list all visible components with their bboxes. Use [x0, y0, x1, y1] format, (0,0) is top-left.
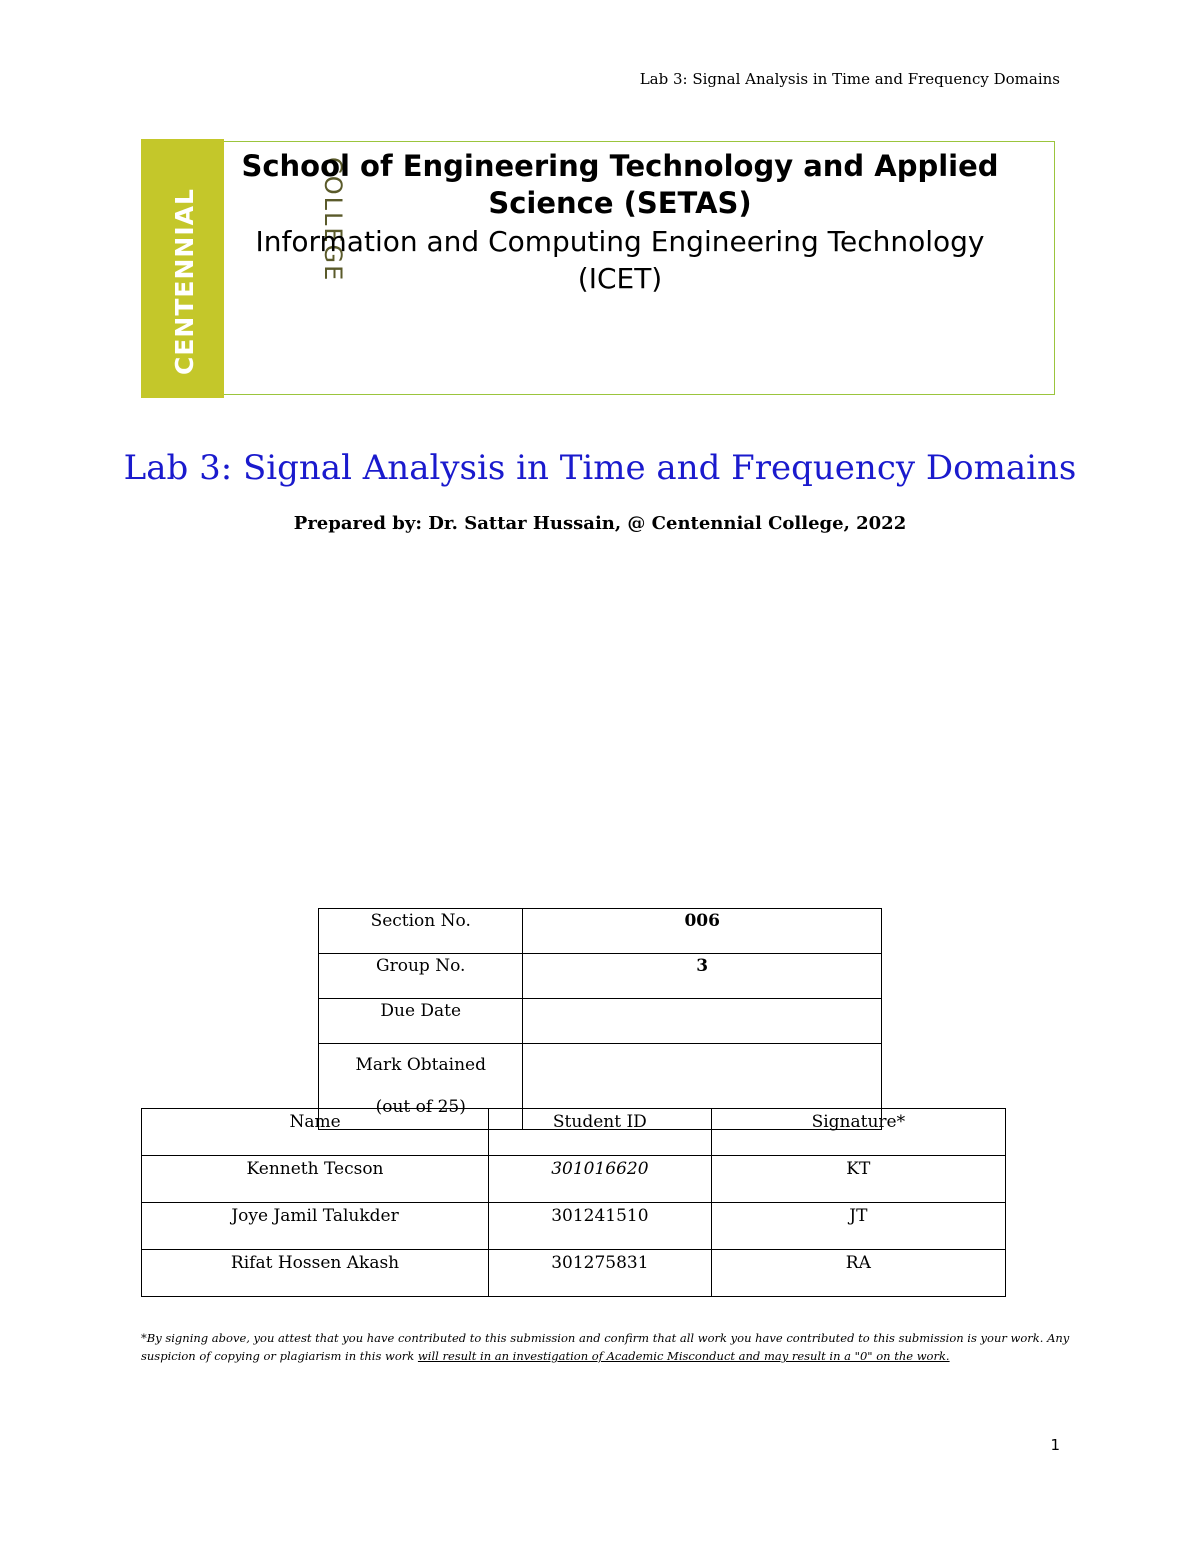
table-row — [319, 954, 882, 999]
member-student-id: 301241510 — [489, 1203, 712, 1250]
member-name: Rifat Hossen Akash — [142, 1250, 489, 1297]
program-name-line1: Information and Computing Engineering Technology — [255, 225, 985, 258]
member-name: Kenneth Tecson — [142, 1156, 489, 1203]
table-header-row — [142, 1109, 1006, 1156]
group-members-table — [141, 1108, 1006, 1297]
school-name-line1: School of Engineering Technology and Applied — [241, 149, 999, 183]
program-name — [200, 223, 1040, 297]
prepared-by: Prepared by: Dr. Sattar Hussain, @ Centennial College, 2022 — [293, 513, 907, 534]
school-name — [200, 148, 1040, 222]
footnote-text: *By signing above, you attest that you have contributed to this submission and confirm that all work you have contributed to this submission is your work. Any suspicion of copying or plagiarism in this work — [141, 1331, 1070, 1363]
header-student-id: Student ID — [489, 1109, 712, 1156]
header-signature: Signature* — [711, 1109, 1005, 1156]
table-row — [142, 1250, 1006, 1297]
footnote-underlined-text: will result in an investigation of Academic Misconduct and may result in a "0" on the work. — [417, 1349, 950, 1363]
due-date-label: Due Date — [319, 999, 523, 1044]
group-label: Group No. — [319, 954, 523, 999]
school-name-line2: Science (SETAS) — [488, 186, 752, 220]
member-signature: RA — [711, 1250, 1005, 1297]
member-signature: KT — [711, 1156, 1005, 1203]
page-number: 1 — [1050, 1436, 1060, 1454]
due-date-value — [523, 999, 882, 1044]
logo-wordmark-college: COLLEGE — [319, 157, 347, 283]
section-value: 006 — [523, 909, 882, 954]
attestation-footnote — [141, 1329, 1109, 1365]
table-row — [142, 1156, 1006, 1203]
group-value: 3 — [523, 954, 882, 999]
mark-label-line2: (out of 25) — [375, 1097, 466, 1117]
table-row — [319, 909, 882, 954]
table-row — [319, 999, 882, 1044]
lab-title: Lab 3: Signal Analysis in Time and Frequency Domains — [123, 448, 1077, 488]
member-name: Joye Jamil Talukder — [142, 1203, 489, 1250]
lab-info-table — [318, 908, 882, 1130]
logo-wordmark-centennial: CENTENNIAL — [170, 188, 199, 375]
table-row — [142, 1203, 1006, 1250]
member-student-id: 301016620 — [489, 1156, 712, 1203]
member-signature: JT — [711, 1203, 1005, 1250]
banner-heading — [200, 148, 1040, 297]
section-label: Section No. — [319, 909, 523, 954]
program-name-line2: (ICET) — [577, 262, 663, 295]
member-student-id: 301275831 — [489, 1250, 712, 1297]
mark-label-line1: Mark Obtained — [355, 1055, 486, 1075]
running-header: Lab 3: Signal Analysis in Time and Frequency Domains — [639, 70, 1060, 88]
header-name: Name — [142, 1109, 489, 1156]
